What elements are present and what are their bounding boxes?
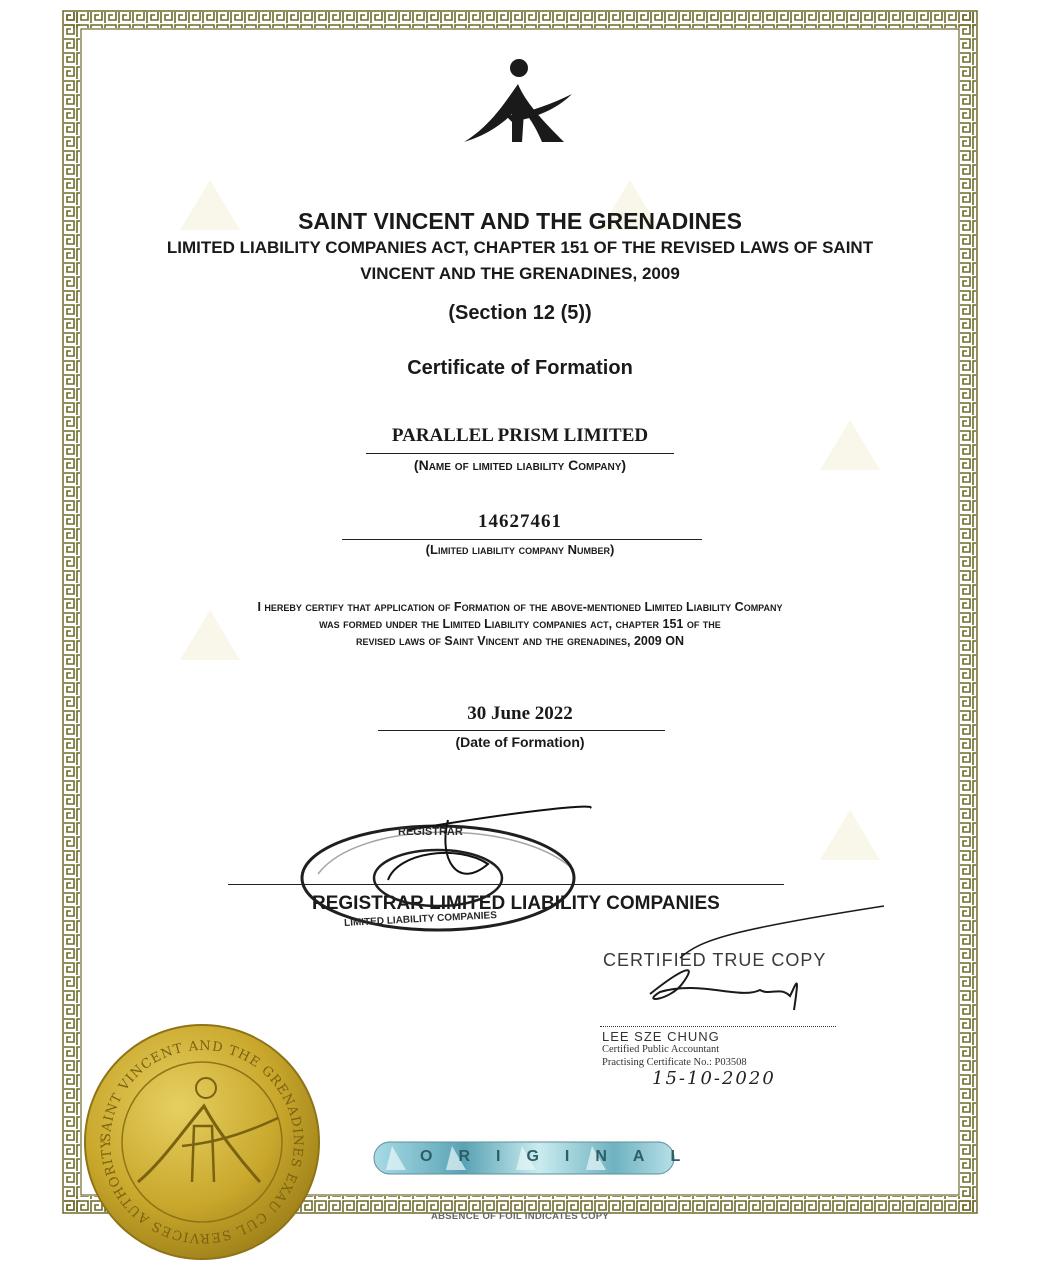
company-name-underline xyxy=(366,453,674,454)
gold-seal xyxy=(82,1022,322,1262)
certifier-role: Certified Public Accountant xyxy=(602,1044,720,1055)
section-reference: (Section 12 (5)) xyxy=(448,302,592,324)
act-line-2: VINCENT AND THE GRENADINES, 2009 xyxy=(360,264,680,283)
registrar-title: REGISTRAR LIMITED LIABILITY COMPANIES xyxy=(312,893,720,914)
company-number: 14627461 xyxy=(478,511,562,532)
certificate-title: Certificate of Formation xyxy=(407,357,633,379)
hologram-caption: ABSENCE OF FOIL INDICATES COPY xyxy=(430,1211,610,1222)
formation-date-caption: (Date of Formation) xyxy=(455,734,585,750)
certifier-dotted-line xyxy=(600,1026,836,1027)
company-number-caption: (Limited liability company Number) xyxy=(425,542,615,557)
company-name: PARALLEL PRISM LIMITED xyxy=(391,425,649,446)
company-number-underline xyxy=(342,539,702,540)
formation-date: 30 June 2022 xyxy=(467,703,573,724)
certified-true-copy-stamp: CERTIFIED TRUE COPY xyxy=(603,950,827,970)
stamp-bottom-text: LIMITED LIABILITY COMPANIES xyxy=(343,910,498,929)
certified-date-handwritten: 15-10-2020 xyxy=(652,1068,776,1089)
certifier-practising-number: Practising Certificate No.: P03508 xyxy=(602,1057,747,1068)
seal-ring-text: SAINT VINCENT AND THE GRENADINES EXAU CUL SERVICES AUTHORITY xyxy=(98,1038,306,1246)
certify-line-1: I hereby certify that application of Formation of the above-mentioned Limited Liability Company xyxy=(257,600,783,614)
certifier-name: LEE SZE CHUNG xyxy=(602,1029,720,1044)
certify-line-3: revised laws of Saint Vincent and the grenadines, 2009 ON xyxy=(356,634,684,648)
country-title: SAINT VINCENT AND THE GRENADINES xyxy=(298,208,742,234)
act-line-1: LIMITED LIABILITY COMPANIES ACT, CHAPTER 151 OF THE REVISED LAWS OF SAINT xyxy=(166,238,874,257)
company-name-caption: (Name of limited liability Company) xyxy=(413,457,627,473)
stamp-top-text: REGISTRAR xyxy=(398,826,463,838)
coat-of-arms-logo xyxy=(460,56,576,148)
certifier-signature xyxy=(600,900,890,1030)
certify-line-2: was formed under the Limited Liability companies act, chapter 151 of the xyxy=(319,617,721,631)
formation-date-underline xyxy=(378,730,665,731)
hologram-text: ORIGINAL xyxy=(420,1148,707,1165)
